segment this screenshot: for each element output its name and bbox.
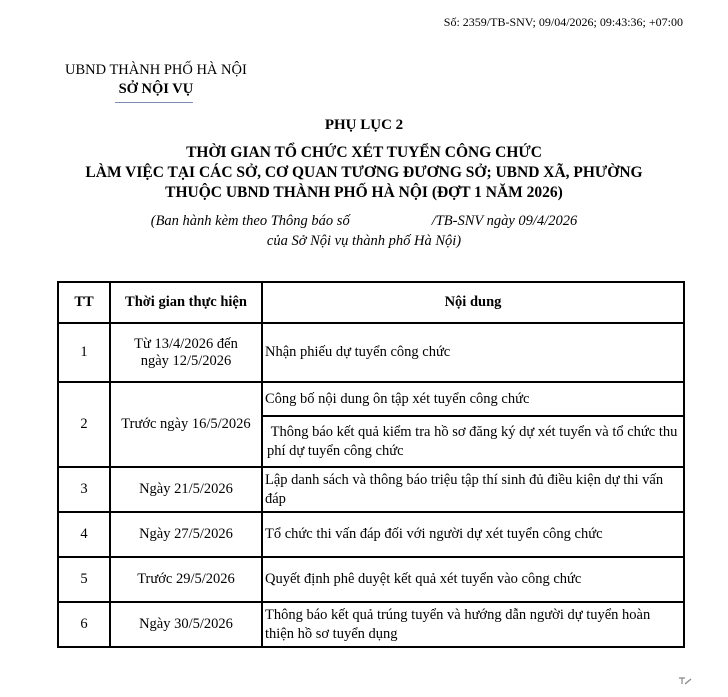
cell-time: Ngày 21/5/2026 (110, 467, 262, 512)
cell-tt: 3 (58, 467, 110, 512)
table-row (58, 557, 684, 602)
document-header (0, 117, 728, 203)
cell-tt: 2 (58, 382, 110, 467)
header-time: Thời gian thực hiện (110, 282, 262, 323)
divider-line (115, 102, 193, 103)
subtitle-part-2: /TB-SNV ngày 09/4/2026 (431, 213, 578, 229)
cell-content: Công bố nội dung ôn tập xét tuyển công chức (262, 382, 684, 416)
cell-tt: 5 (58, 557, 110, 602)
department-name: SỞ NỘI VỤ (118, 81, 194, 97)
cell-time: Trước ngày 16/5/2026 (110, 382, 262, 467)
cell-tt: 1 (58, 323, 110, 382)
table-row (58, 467, 684, 512)
issuing-organization (65, 62, 247, 103)
table-row (58, 323, 684, 382)
header-content: Nội dung (262, 282, 684, 323)
table-header-row (58, 282, 684, 323)
digital-signature-stamp: Số: 2359/TB-SNV; 09/04/2026; 09:43:36; +07:00 (443, 15, 683, 29)
title-line-3: THUỘC UBND THÀNH PHỐ HÀ NỘI (ĐỢT 1 NĂM 2026) (165, 184, 563, 201)
cell-content: Lập danh sách và thông báo triệu tập thí sinh đủ điều kiện dự thi vấn đáp (262, 467, 684, 512)
appendix-label: PHỤ LỤC 2 (324, 117, 404, 133)
time-line-2: ngày 12/5/2026 (140, 352, 232, 369)
cell-tt: 4 (58, 512, 110, 557)
cell-content: Nhận phiếu dự tuyển công chức (262, 323, 684, 382)
cell-time (110, 323, 262, 382)
header-tt: TT (58, 282, 110, 323)
cell-tt: 6 (58, 602, 110, 647)
document-subtitle (0, 211, 728, 251)
cell-time: Trước 29/5/2026 (110, 557, 262, 602)
signature-mark-icon (678, 676, 692, 686)
subtitle-part-1: (Ban hành kèm theo Thông báo số (150, 213, 350, 229)
cell-time: Ngày 27/5/2026 (110, 512, 262, 557)
cell-content: Thông báo kết quả kiểm tra hồ sơ đăng ký dự xét tuyển và tổ chức thu phí dự tuyển công chức (262, 416, 684, 467)
cell-content: Thông báo kết quả trúng tuyển và hướng dẫn người dự tuyển hoàn thiện hồ sơ tuyển dụng (262, 602, 684, 647)
table-row (58, 512, 684, 557)
cell-time: Ngày 30/5/2026 (110, 602, 262, 647)
parent-organization: UBND THÀNH PHỐ HÀ NỘI (65, 62, 247, 78)
schedule-table (57, 281, 685, 648)
title-line-2: LÀM VIỆC TẠI CÁC SỞ, CƠ QUAN TƯƠNG ĐƯƠNG SỞ; UBND XÃ, PHƯỜNG (85, 164, 643, 181)
title-line-1: THỜI GIAN TỔ CHỨC XÉT TUYỂN CÔNG CHỨC (186, 144, 542, 161)
table-row (58, 602, 684, 647)
table-row (58, 382, 684, 416)
cell-content: Quyết định phê duyệt kết quả xét tuyển vào công chức (262, 557, 684, 602)
cell-content: Tổ chức thi vấn đáp đối với người dự xét tuyển công chức (262, 512, 684, 557)
subtitle-line-2: của Sở Nội vụ thành phố Hà Nội) (266, 233, 462, 249)
time-line-1: Từ 13/4/2026 đến (134, 335, 238, 352)
